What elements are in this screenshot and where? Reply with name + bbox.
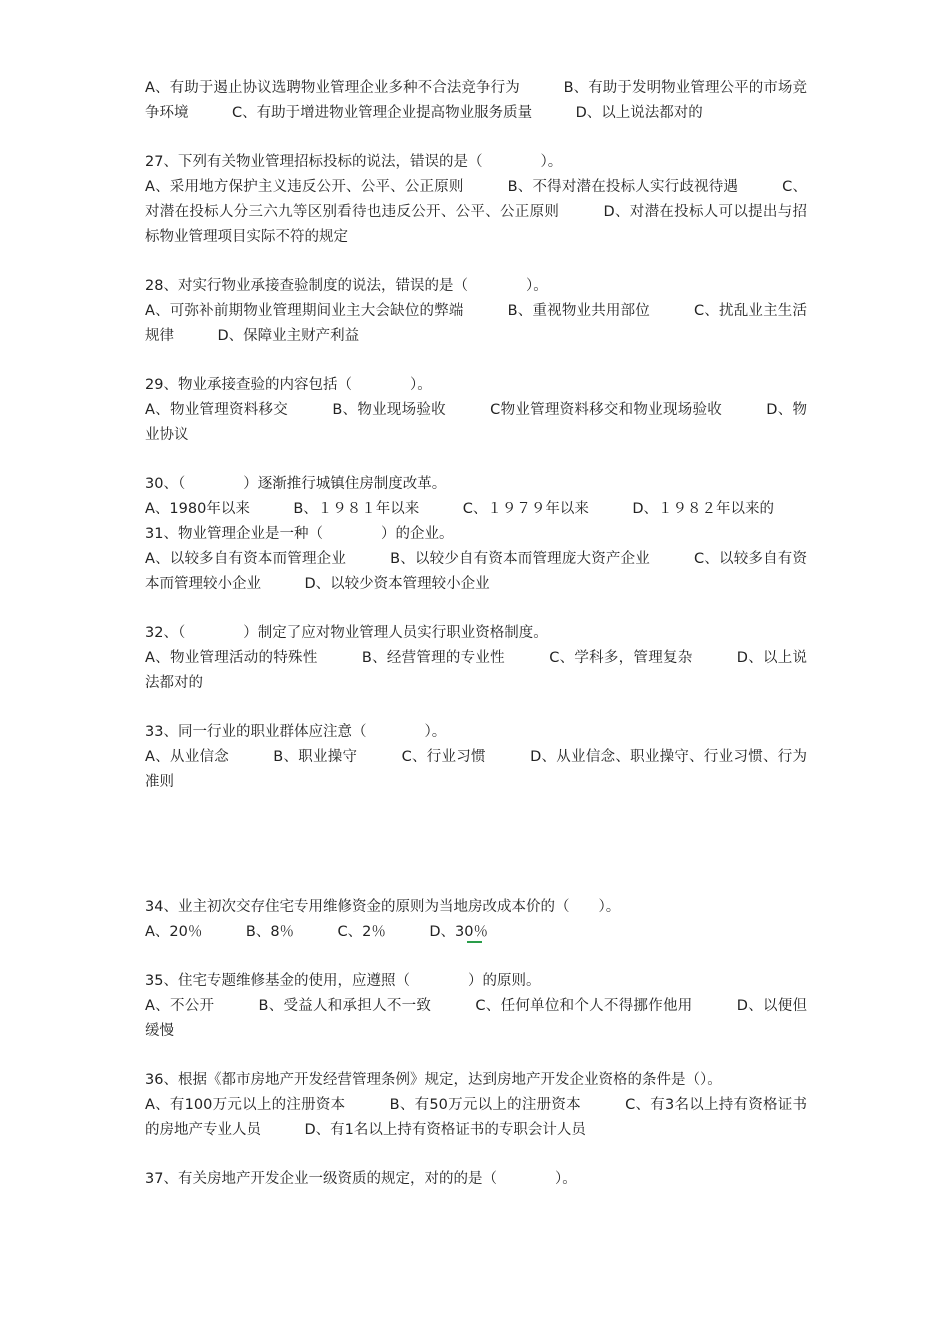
q33-question: 33、同一行业的职业群体应注意（ ）。: [145, 724, 447, 740]
document-page: [145, 76, 807, 1192]
q36-question: 36、根据《都市房地产开发经营管理条例》规定，达到房地产开发企业资格的条件是（）。: [145, 1072, 722, 1088]
q31-options: A、以较多自有资本而管理企业 B、以较少自有资本而管理庞大资产企业 C、以较多自有资本而管理较小企业 D、以较少资本管理较小企业: [145, 551, 807, 592]
answer-underline-mark: [467, 941, 482, 943]
q29-question: 29、物业承接查验的内容包括（ ）。: [145, 377, 432, 393]
q32-options: A、物业管理活动的特殊性 B、经营管理的专业性 C、学科多，管理复杂 D、以上说法都对的: [145, 650, 807, 691]
q31-question: 31、物业管理企业是一种（ ）的企业。: [145, 526, 454, 542]
q34-options: A、20％ B、8％ C、2％ D、30％: [145, 924, 489, 940]
q30-question: 30、（ ）逐渐推行城镇住房制度改革。: [145, 476, 447, 492]
q33-options: A、从业信念 B、职业操守 C、行业习惯 D、从业信念、职业操守、行业习惯、行为准则: [145, 749, 807, 790]
q30-options: A、1980年以来 B、１９８１年以来 C、１９７９年以来 D、１９８２年以来的: [145, 501, 775, 517]
q27-question: 27、下列有关物业管理招标投标的说法，错误的是（ ）。: [145, 154, 563, 170]
q28-options: A、可弥补前期物业管理期间业主大会缺位的弊端 B、重视物业共用部位 C、扰乱业主生活规律 D、保障业主财产利益: [145, 303, 807, 344]
q35-options: A、不公开 B、受益人和承担人不一致 C、任何单位和个人不得挪作他用 D、以便但缓慢: [145, 998, 807, 1039]
q36-options: A、有100万元以上的注册资本 B、有50万元以上的注册资本 C、有3名以上持有资格证书的房地产专业人员 D、有1名以上持有资格证书的专职会计人员: [145, 1097, 807, 1138]
q26-options: A、有助于遏止协议选聘物业管理企业多种不合法竞争行为 B、有助于发明物业管理公平的市场竞争环境 C、有助于增进物业管理企业提高物业服务质量 D、以上说法都对的: [145, 80, 807, 121]
q32-question: 32、（ ）制定了应对物业管理人员实行职业资格制度。: [145, 625, 548, 641]
q34-question: 34、业主初次交存住宅专用维修资金的原则为当地房改成本价的（ ）。: [145, 899, 621, 915]
q35-question: 35、住宅专题维修基金的使用，应遵照（ ）的原则。: [145, 973, 541, 989]
q37-question: 37、有关房地产开发企业一级资质的规定，对的的是（ ）。: [145, 1171, 577, 1187]
q34-options-wrap: [145, 920, 807, 945]
q27-options: A、采用地方保护主义违反公开、公平、公正原则 B、不得对潜在投标人实行歧视待遇 C、对潜在投标人分三六九等区别看待也违反公开、公平、公正原则 D、对潜在投标人可以提出与招标物业管理项目实际不符的规定: [145, 179, 807, 245]
q29-options: A、物业管理资料移交 B、物业现场验收 C物业管理资料移交和物业现场验收 D、物业协议: [145, 402, 807, 443]
q28-question: 28、对实行物业承接查验制度的说法，错误的是（ ）。: [145, 278, 548, 294]
